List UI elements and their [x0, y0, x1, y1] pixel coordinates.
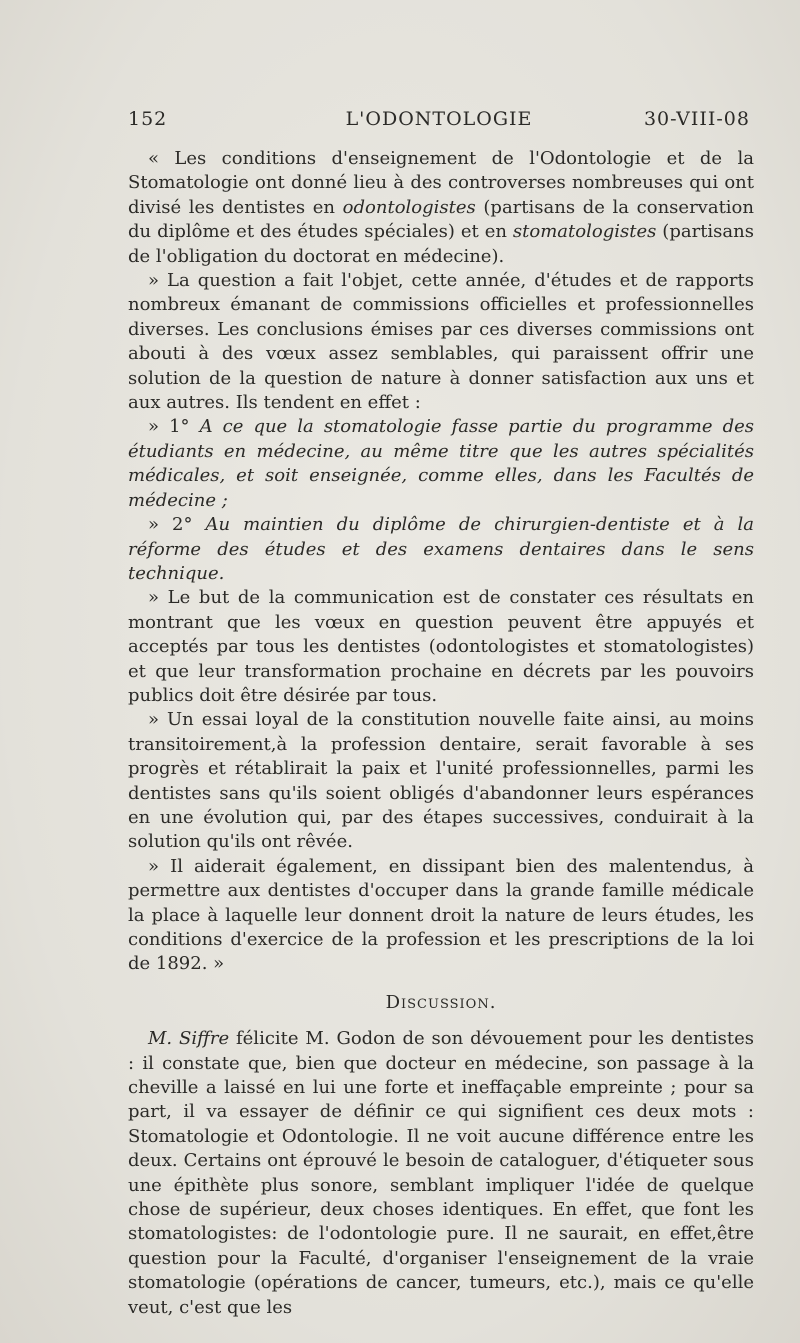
paragraph-1: « Les conditions d'enseignement de l'Odontologie et de la Stomatologie ont donné lieu à des controverses nombreuses qui ont divisé les dentistes en odontologistes (partisans de la conservation du diplôme et des études spéciales) et en stomatologistes (partisans de l'obligation du doctorat en médecine). — [128, 148, 754, 267]
article-body — [128, 147, 754, 1320]
term-odontologistes: odontologistes — [342, 196, 476, 218]
speaker-name: M. Siffre — [148, 1028, 230, 1050]
running-title: L'ODONTOLOGIE — [345, 108, 533, 130]
term-stomatologistes: stomatologistes — [512, 221, 657, 243]
wish-1: » 1° A ce que la stomatologie fasse partie du programme des étudiants en médecine, au même titre que les autres spécialités médicales, et soit enseignée, comme elles, dans les Facultés de médecine ; — [128, 416, 754, 511]
paragraph-2: » La question a fait l'objet, cette année, d'études et de rapports nombreux émanant de commissions officielles et professionnelles diverses. Les conclusions émises par ces diverses commissions ont abouti à des vœux assez semblables, qui paraissent offrir une solution de la question de nature à donner satisfaction aux uns et aux autres. Ils tendent en effet : — [128, 270, 754, 414]
section-heading: Discussion. — [385, 991, 497, 1013]
wish-2: » 2° Au maintien du diplôme de chirurgien-dentiste et à la réforme des études et des examens dentaires dans le sens technique. — [128, 514, 754, 584]
discussion-paragraph: M. Siffre félicite M. Godon de son dévouement pour les dentistes : il constate que, bien que docteur en médecine, son passage à la cheville a laissé en lui une forte et ineffaçable empreinte ; pour sa part, il va essayer de définir ce qui signifient ces deux mots : Stomatologie et Odontologie. Il ne voit aucune différence entre les deux. Certains ont éprouvé le besoin de cataloguer, d'étiqueter sous une épithète plus sonore, semblant impliquer l'idée de quelque chose de supérieur, deux choses identiques. En effet, que font les stomatologistes: de l'odontologie pure. Il ne saurait, en effet,être question pour la Faculté, d'organiser l'enseignement de la vraie stomatologie (opérations de cancer, tumeurs, etc.), mais ce qu'elle veut, c'est que les — [128, 1028, 754, 1318]
page-header — [128, 108, 750, 136]
paragraph-5: » Le but de la communication est de constater ces résultats en montrant que les vœux en question peuvent être appuyés et acceptés par tous les dentistes (odontologistes et stomatologistes) et que leur transformation prochaine en décrets par les pouvoirs publics doit être désirée par tous. — [128, 587, 754, 706]
paragraph-7: » Il aiderait également, en dissipant bien des malentendus, à permettre aux dentistes d'occuper dans la grande famille médicale la place à laquelle leur donnent droit la nature de leurs études, les conditions d'exercice de la profession et les prescriptions de la loi de 1892. » — [128, 855, 754, 975]
issue-date: 30-VIII-08 — [643, 108, 750, 130]
paragraph-6: » Un essai loyal de la constitution nouvelle faite ainsi, au moins transitoirement,à la profession dentaire, serait favorable à ses progrès et rétablirait la paix et l'unité professionnelles, parmi les dentistes sans qu'ils soient obligés d'abandonner leurs espérances en une évolution qui, par des étapes successives, conduirait à la solution qu'ils ont rêvée. — [128, 709, 754, 853]
page-number: 152 — [128, 108, 168, 130]
